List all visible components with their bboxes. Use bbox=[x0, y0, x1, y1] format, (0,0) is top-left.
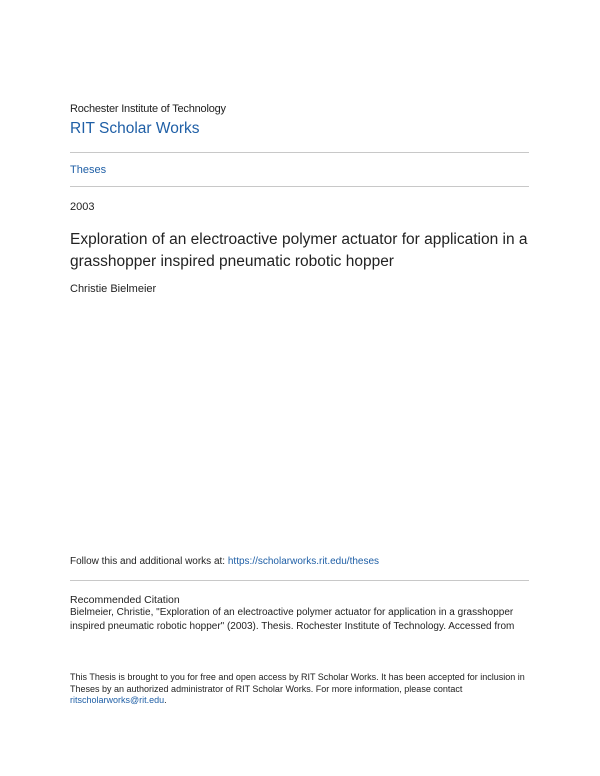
divider bbox=[70, 152, 529, 153]
divider bbox=[70, 580, 529, 581]
open-access-notice bbox=[70, 672, 540, 707]
author-name: Christie Bielmeier bbox=[70, 283, 157, 295]
repository-link[interactable]: RIT Scholar Works bbox=[70, 120, 200, 137]
collection-link[interactable]: Theses bbox=[70, 164, 107, 176]
theses-collection-link[interactable]: https://scholarworks.rit.edu/theses bbox=[227, 556, 380, 567]
divider bbox=[70, 186, 529, 187]
citation-text: Bielmeier, Christie, "Exploration of an electroactive polymer actuator for application in a grasshopper inspired pneumatic robotic hopper" (2003). Thesis. Rochester Institute of Technology. Accessed from bbox=[70, 607, 515, 632]
institution-name: Rochester Institute of Technology bbox=[70, 103, 226, 115]
notice-suffix: . bbox=[164, 695, 167, 705]
notice-text: This Thesis is brought to you for free and open access by RIT Scholar Works. It has been accepted for inclusion in Theses by an authorized administrator of RIT Scholar Works. For more information, please contact bbox=[70, 672, 525, 694]
contact-email-link[interactable]: ritscholarworks@rit.edu bbox=[70, 695, 165, 705]
follow-line bbox=[70, 556, 379, 567]
recommended-citation-heading: Recommended Citation bbox=[70, 594, 180, 606]
document-title: Exploration of an electroactive polymer actuator for application in a grasshopper inspired pneumatic robotic hopper bbox=[70, 231, 528, 270]
publication-year: 2003 bbox=[70, 201, 95, 213]
follow-text: Follow this and additional works at: bbox=[70, 556, 228, 567]
